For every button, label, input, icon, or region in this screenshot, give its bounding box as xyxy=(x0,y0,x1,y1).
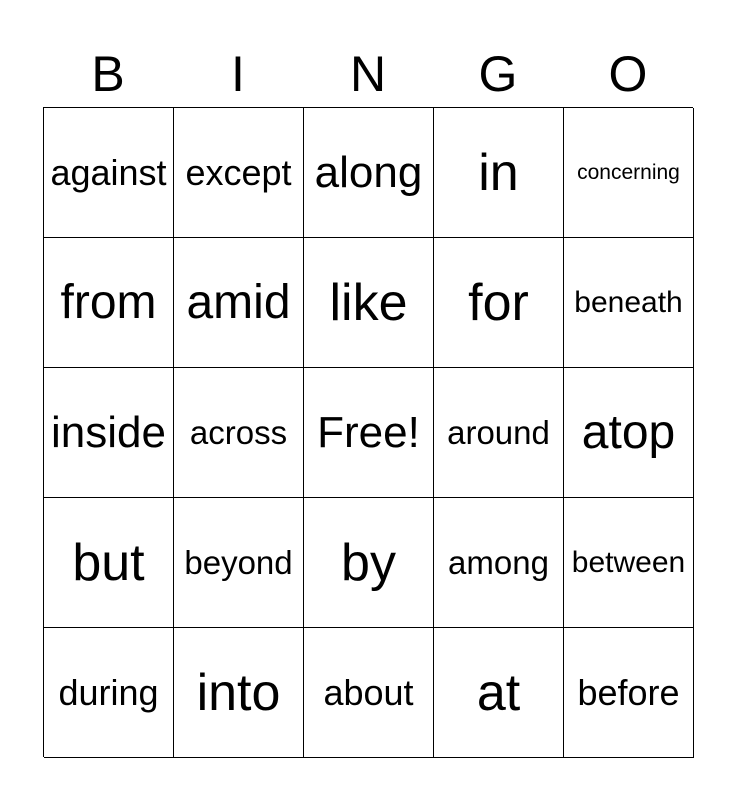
bingo-cell[interactable]: among xyxy=(434,498,564,628)
free-space-cell[interactable]: Free! xyxy=(304,368,434,498)
header-letter-g: G xyxy=(478,46,518,102)
bingo-cell[interactable]: by xyxy=(304,498,434,628)
bingo-cell[interactable]: into xyxy=(174,628,304,758)
bingo-cell[interactable]: concerning xyxy=(564,108,694,238)
header-letter-b: B xyxy=(91,46,125,102)
bingo-cell[interactable]: in xyxy=(434,108,564,238)
bingo-cell[interactable]: but xyxy=(44,498,174,628)
bingo-cell[interactable]: along xyxy=(304,108,434,238)
bingo-cell[interactable]: like xyxy=(304,238,434,368)
bingo-board xyxy=(43,107,693,757)
bingo-cell[interactable]: from xyxy=(44,238,174,368)
bingo-cell[interactable]: for xyxy=(434,238,564,368)
header-letter-o: O xyxy=(608,46,648,102)
bingo-cell[interactable]: about xyxy=(304,628,434,758)
header-letter-n: N xyxy=(349,46,387,102)
bingo-cell[interactable]: against xyxy=(44,108,174,238)
bingo-cell[interactable]: before xyxy=(564,628,694,758)
bingo-cell[interactable]: across xyxy=(174,368,304,498)
bingo-cell[interactable]: except xyxy=(174,108,304,238)
bingo-header xyxy=(43,44,693,104)
bingo-cell[interactable]: inside xyxy=(44,368,174,498)
bingo-cell[interactable]: at xyxy=(434,628,564,758)
header-letter-i: I xyxy=(231,46,245,102)
bingo-cell[interactable]: beneath xyxy=(564,238,694,368)
bingo-cell[interactable]: atop xyxy=(564,368,694,498)
bingo-cell[interactable]: around xyxy=(434,368,564,498)
bingo-cell[interactable]: beyond xyxy=(174,498,304,628)
bingo-cell[interactable]: between xyxy=(564,498,694,628)
bingo-cell[interactable]: during xyxy=(44,628,174,758)
bingo-cell[interactable]: amid xyxy=(174,238,304,368)
